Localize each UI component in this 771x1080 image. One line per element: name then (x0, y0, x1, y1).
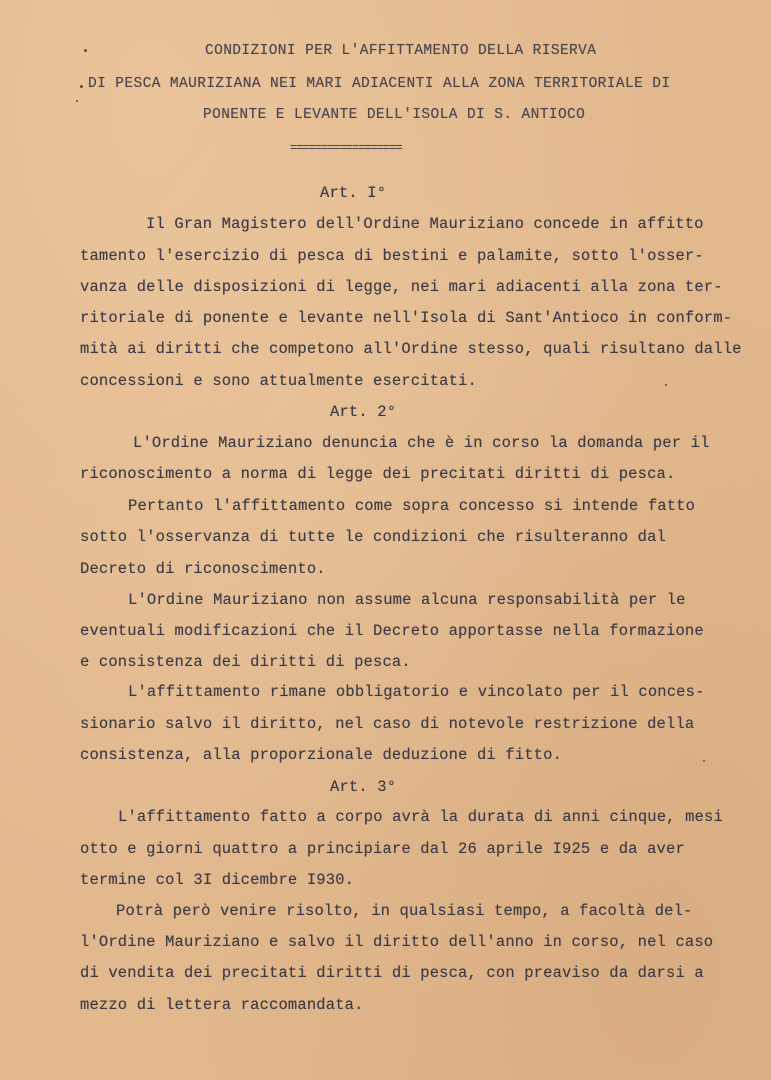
article-3-heading: Art. 3° (330, 778, 397, 796)
article-2-line-9: L'affittamento rimane obbligatorio e vincolato per il conces- (128, 683, 705, 701)
title-line-3: PONENTE E LEVANTE DELL'ISOLA DI S. ANTIOCO (203, 107, 586, 123)
article-2-line-5: Decreto di riconoscimento. (80, 560, 326, 578)
article-1-heading: Art. I° (320, 184, 387, 202)
article-3-line-6: di vendita dei precitati diritti di pesca, con preaviso da darsi a (80, 964, 704, 982)
article-1-line-3: vanza delle disposizioni di legge, nei mari adiacenti alla zona ter- (80, 278, 723, 296)
article-3-line-1: L'affittamento fatto a corpo avrà la durata di anni cinque, mesi (118, 808, 723, 826)
paper-speck (80, 85, 83, 88)
article-2-line-2: riconoscimento a norma di legge dei precitati diritti di pesca. (80, 465, 676, 483)
article-1-line-6: concessioni e sono attualmente esercitati. (80, 372, 477, 390)
title-rule: ================== (290, 141, 402, 155)
paper-speck (76, 100, 78, 102)
title-line-1: CONDIZIONI PER L'AFFITTAMENTO DELLA RISERVA (205, 43, 597, 59)
article-2-line-1: L'Ordine Mauriziano denuncia che è in corso la domanda per il (133, 434, 710, 452)
article-3-line-4: Potrà però venire risolto, in qualsiasi tempo, a facoltà del- (116, 902, 693, 920)
article-2-line-7: eventuali modificazioni che il Decreto apportasse nella formazione (80, 622, 704, 640)
article-2-line-8: e consistenza dei diritti di pesca. (80, 653, 411, 671)
article-2-line-6: L'Ordine Mauriziano non assume alcuna responsabilità per le (128, 591, 686, 609)
paper-speck (703, 760, 705, 762)
article-2-line-4: sotto l'osservanza di tutte le condizioni che risulteranno dal (80, 528, 666, 546)
paper-speck (84, 49, 87, 52)
article-2-line-10: sionario salvo il diritto, nel caso di notevole restrizione della (80, 715, 695, 733)
article-1-line-5: mità ai diritti che competono all'Ordine stesso, quali risultano dalle (80, 340, 742, 358)
article-1-line-4: ritoriale di ponente e levante nell'Isola di Sant'Antioco in conform- (80, 309, 733, 327)
article-3-line-2: otto e giorni quattro a principiare dal 26 aprile I925 e da aver (80, 840, 685, 858)
article-3-line-7: mezzo di lettera raccomandata. (80, 996, 364, 1014)
article-3-line-3: termine col 3I dicembre I930. (80, 871, 355, 889)
article-2-line-11: consistenza, alla proporzionale deduzione di fitto. (80, 746, 563, 764)
title-line-2: DI PESCA MAURIZIANA NEI MARI ADIACENTI ALLA ZONA TERRITORIALE DI (88, 76, 671, 92)
article-2-heading: Art. 2° (330, 403, 397, 421)
paper-speck (665, 384, 667, 386)
article-3-line-5: l'Ordine Mauriziano e salvo il diritto dell'anno in corso, nel caso (80, 933, 714, 951)
article-1-line-2: tamento l'esercizio di pesca di bestini e palamite, sotto l'osser- (80, 247, 704, 265)
article-1-line-1: Il Gran Magistero dell'Ordine Mauriziano concede in affitto (146, 215, 704, 233)
article-2-line-3: Pertanto l'affittamento come sopra concesso si intende fatto (128, 497, 696, 515)
